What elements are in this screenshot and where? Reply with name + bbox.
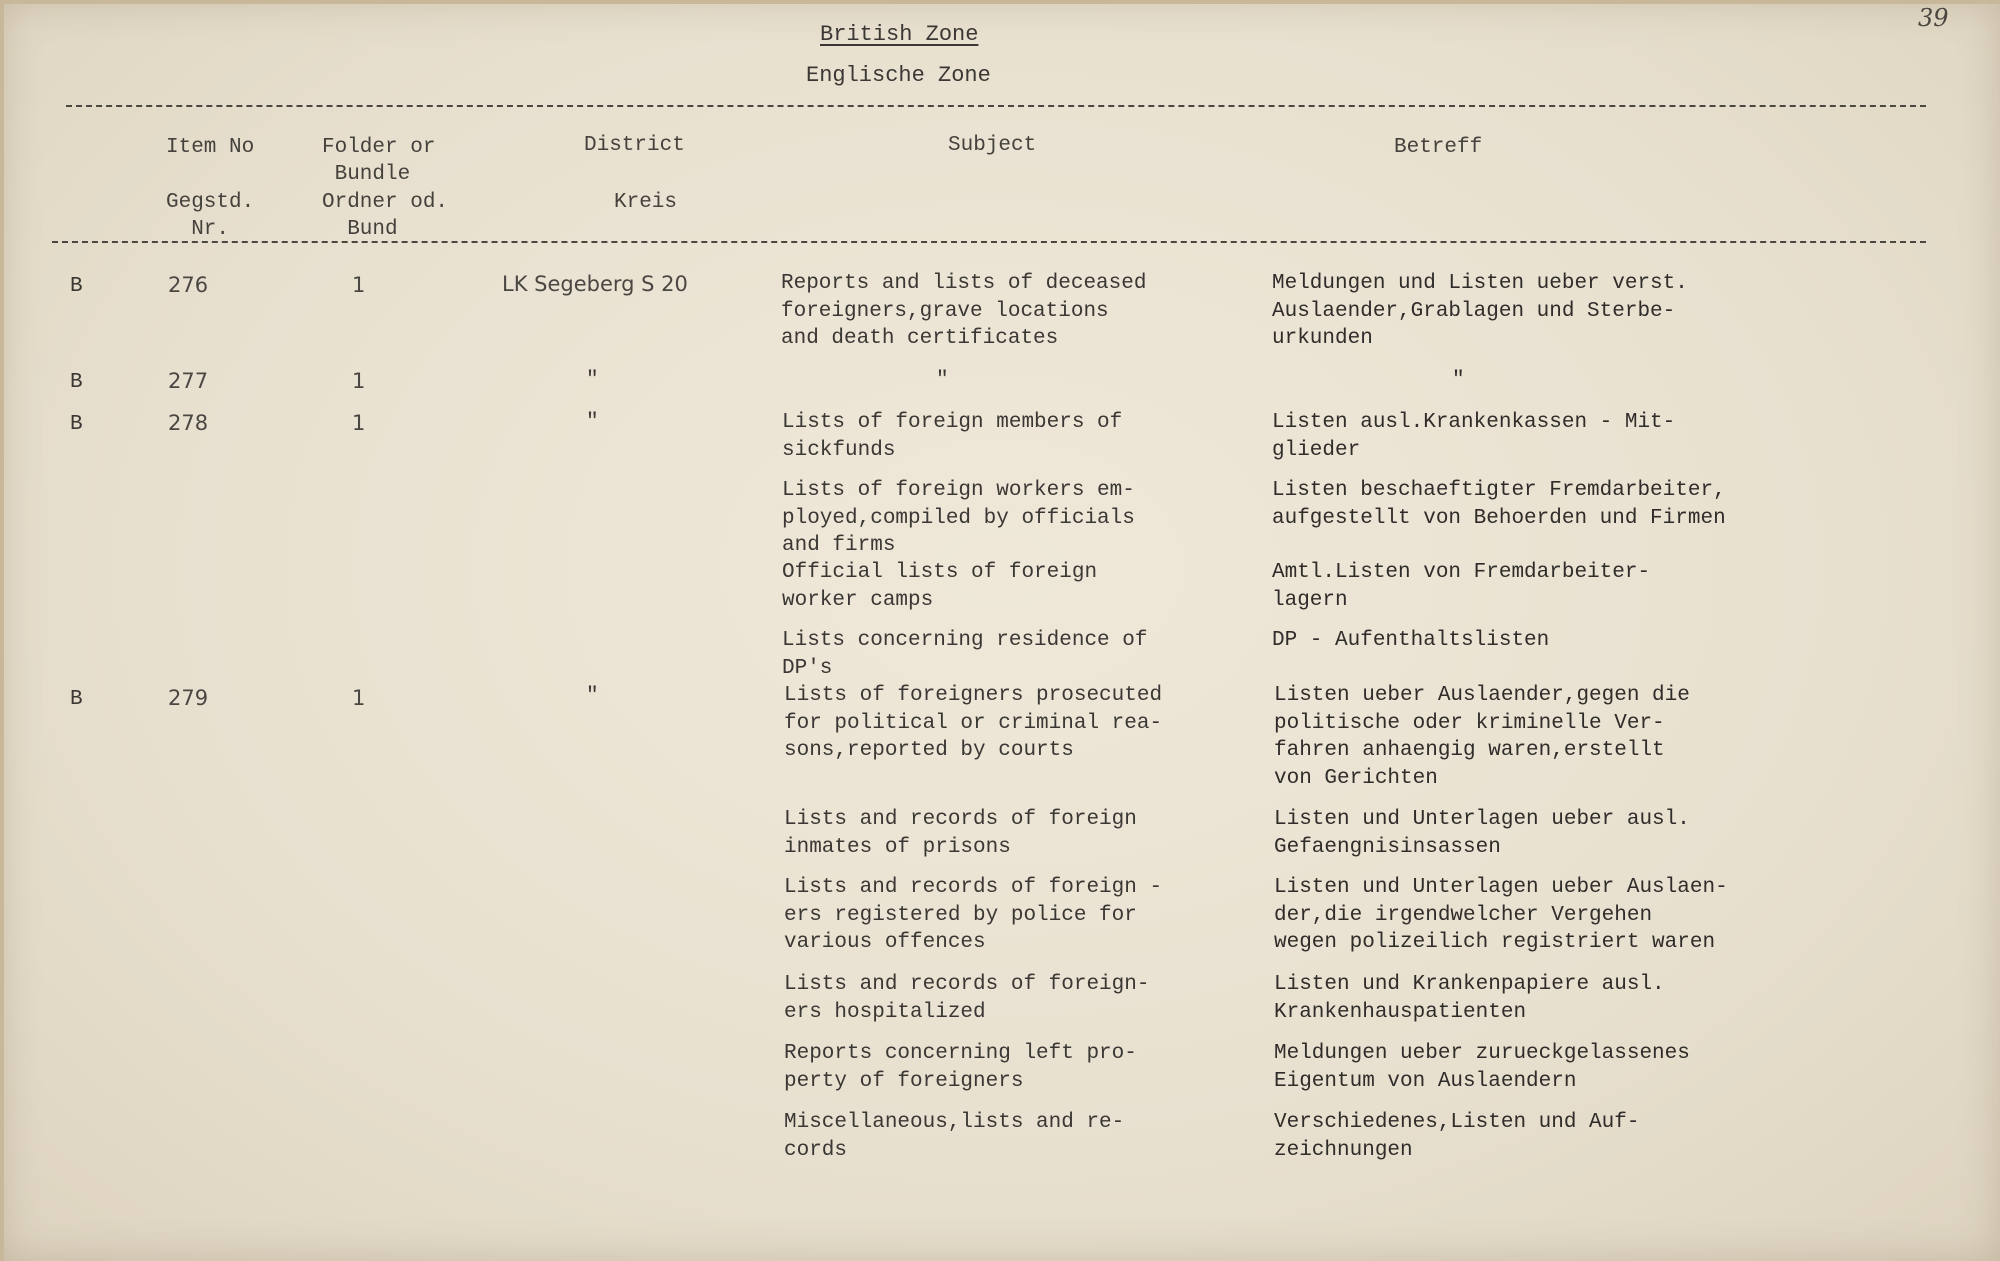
- row-278b-betreff: Listen beschaeftigter Fremdarbeiter, aufgestellt von Behoerden und Firmen: [1272, 479, 1726, 530]
- header-top-rule: [66, 105, 1926, 107]
- row-277-prefix: B: [70, 371, 83, 394]
- row-277-betreff: ": [1452, 369, 1465, 392]
- header-item-no: Item No: [166, 136, 255, 159]
- row-276-betreff: Meldungen und Listen ueber verst. Auslaender,Grablagen und Sterbe- urkunden: [1272, 272, 1688, 350]
- row-279e-subject: Reports concerning left pro- perty of foreigners: [784, 1042, 1137, 1093]
- row-278c-subject: Official lists of foreign worker camps: [782, 561, 1098, 612]
- row-279-item: 279: [168, 686, 209, 710]
- row-278b-subject: Lists of foreign workers em- ployed,compiled by officials and firms: [782, 479, 1135, 557]
- header-district: District: [584, 134, 685, 157]
- row-279f-subject: Miscellaneous,lists and re- cords: [784, 1111, 1125, 1162]
- header-betreff: Betreff: [1394, 136, 1483, 159]
- row-278-folder: 1: [352, 411, 366, 435]
- row-278c-betreff: Amtl.Listen von Fremdarbeiter- lagern: [1272, 561, 1651, 612]
- header-ordner: Ordner od. Bund: [322, 191, 449, 241]
- header-folder: Folder or Bundle: [322, 136, 436, 186]
- header-kreis: Kreis: [614, 191, 678, 214]
- row-279f-betreff: Verschiedenes,Listen und Auf- zeichnungen: [1274, 1111, 1640, 1162]
- page-edge-top: [0, 0, 2000, 4]
- row-278-prefix: B: [70, 413, 83, 436]
- row-276-item: 276: [168, 273, 209, 297]
- row-279-prefix: B: [70, 688, 83, 711]
- row-276-folder: 1: [352, 273, 366, 297]
- row-279b-betreff: Listen und Unterlagen ueber ausl. Gefaengnisinsassen: [1274, 808, 1690, 859]
- page-number: 39: [1918, 4, 1949, 32]
- row-278d-betreff: DP - Aufenthaltslisten: [1272, 629, 1550, 652]
- row-279e-betreff: Meldungen ueber zurueckgelassenes Eigentum von Auslaendern: [1274, 1042, 1690, 1093]
- row-278-betreff: Listen ausl.Krankenkassen - Mit- glieder: [1272, 411, 1676, 462]
- row-277-item: 277: [168, 369, 209, 393]
- page-title: British Zone: [820, 22, 979, 47]
- row-278-subject: Lists of foreign members of sickfunds: [782, 411, 1123, 462]
- row-277-folder: 1: [352, 369, 366, 393]
- row-279-subject: Lists of foreigners prosecuted for political or criminal rea- sons,reported by courts: [784, 684, 1163, 762]
- row-278-district: ": [586, 411, 599, 434]
- row-277-district: ": [586, 369, 599, 392]
- header-bottom-rule: [52, 241, 1926, 243]
- page-edge-left: [0, 0, 4, 1261]
- row-276-district: LK Segeberg S 20: [502, 272, 688, 296]
- header-gegstd: Gegstd. Nr.: [166, 191, 255, 241]
- row-276-subject: Reports and lists of deceased foreigners,grave locations and death certificates: [781, 272, 1147, 350]
- row-279d-betreff: Listen und Krankenpapiere ausl. Krankenhauspatienten: [1274, 973, 1665, 1024]
- page-subtitle: Englische Zone: [806, 63, 991, 88]
- row-277-subject: ": [936, 369, 949, 392]
- row-279c-subject: Lists and records of foreign - ers registered by police for various offences: [784, 876, 1163, 954]
- row-278d-subject: Lists concerning residence of DP's: [782, 629, 1148, 680]
- header-subject: Subject: [948, 134, 1037, 157]
- row-279-betreff: Listen ueber Auslaender,gegen die politische oder kriminelle Ver- fahren anhaengig waren,erstellt von Gerichten: [1274, 684, 1690, 790]
- row-279b-subject: Lists and records of foreign inmates of prisons: [784, 808, 1137, 859]
- row-276-prefix: B: [70, 275, 83, 298]
- row-279-folder: 1: [352, 686, 366, 710]
- row-279d-subject: Lists and records of foreign- ers hospitalized: [784, 973, 1150, 1024]
- row-279-district: ": [586, 685, 599, 708]
- row-278-item: 278: [168, 411, 209, 435]
- row-279c-betreff: Listen und Unterlagen ueber Auslaen- der,die irgendwelcher Vergehen wegen polizeilich registriert waren: [1274, 876, 1728, 954]
